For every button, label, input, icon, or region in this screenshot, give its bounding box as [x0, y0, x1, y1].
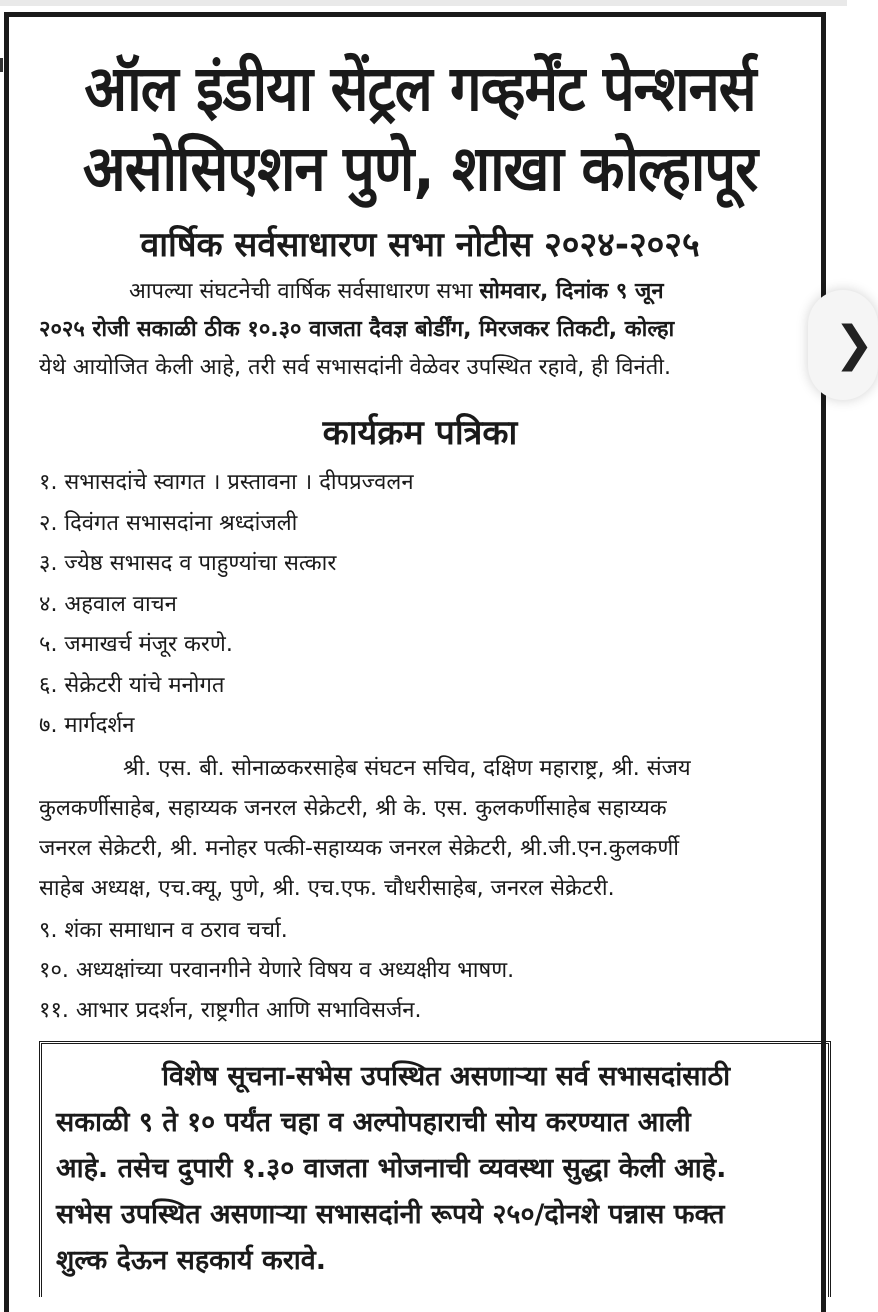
agenda-item: ११. आभार प्रदर्शन, राष्ट्रगीत आणि सभाविसर्जन. [39, 998, 422, 1023]
agenda-item: ३. ज्येष्ठ सभासद व पाहुण्यांचा सत्कार [39, 551, 337, 576]
special-note-line: शुल्क देऊन सहकार्य करावे. [56, 1245, 327, 1276]
intro-line-2 [39, 311, 829, 349]
guidance-line: जनरल सेक्रेटरी, श्री. मनोहर पत्की-सहाय्यक जनरल सेक्रेटरी, श्री.जी.एन.कुलकर्णी [39, 836, 680, 861]
title-line-2: असोसिएशन पुणे, शाखा कोल्हापूर [82, 133, 758, 206]
agenda-list-continued [39, 911, 829, 1031]
special-note-box [39, 1041, 831, 1297]
guidance-paragraph [39, 749, 829, 909]
special-note-line: सकाळी ९ ते १० पर्यंत चहा व अल्पोपहाराची सोय करण्यात आली [56, 1107, 691, 1138]
agenda-item: २. दिवंगत सभासदांना श्रध्दांजली [39, 510, 298, 536]
guidance-line: साहेब अध्यक्ष, एच.क्यू, पुणे, श्री. एच.एफ. चौधरीसाहेब, जनरल सेक्रेटरी. [39, 876, 615, 901]
agenda-item: १०. अध्यक्षांच्या परवानगीने येणारे विषय व अध्यक्षीय भाषण. [39, 958, 515, 983]
agenda-item: ९. शंका समाधान व ठराव चर्चा. [39, 918, 288, 943]
top-edge [0, 0, 847, 6]
guidance-line: कुलकर्णीसाहेब, सहाय्यक जनरल सेक्रेटरी, श्री के. एस. कुलकर्णीसाहेब सहाय्यक [39, 796, 667, 821]
glare-spot [718, 300, 770, 378]
intro-line-1 [39, 273, 829, 311]
agenda-item: ५. जमाखर्च मंजूर करणे. [39, 632, 233, 657]
special-note-line: विशेष सूचना-सभेस उपस्थित असणाऱ्या सर्व सभासदांसाठी [162, 1061, 731, 1092]
agenda-item: १. सभासदांचे स्वागत । प्रस्तावना । दीपप्रज्वलन [39, 470, 414, 495]
agenda-item: ७. मार्गदर्शन [39, 713, 135, 738]
next-page-button[interactable] [808, 290, 878, 400]
special-note-line: सभेस उपस्थित असणाऱ्या सभासदांनी रूपये २५०/दोनशे पन्नास फक्त [56, 1199, 725, 1230]
chevron-right-icon: ❯ [834, 316, 875, 372]
edge-mark [0, 58, 3, 72]
title-line-1: ऑल इंडीया सेंट्रल गव्हर्मेंट पेन्शनर्स [84, 53, 756, 126]
agenda-item: ६. सेक्रेटरी यांचे मनोगत [39, 672, 225, 698]
intro-line-1b: सोमवार, दिनांक ९ जून [479, 279, 664, 304]
intro-line-3: येथे आयोजित केली आहे, तरी सर्व सभासदांनी वेळेवर उपस्थित रहावे, ही विनंती. [39, 355, 671, 380]
intro-paragraph [39, 273, 829, 387]
notice-frame [4, 12, 826, 1312]
notice-subtitle: वार्षिक सर्वसाधारण सभा नोटीस २०२४-२०२५ [140, 225, 700, 265]
agenda-item: ४. अहवाल वाचन [39, 591, 177, 617]
agenda-list [39, 463, 829, 747]
agenda-title: कार्यक्रम पत्रिका [322, 413, 518, 453]
intro-line-2-text: २०२५ रोजी सकाळी ठीक १०.३० वाजता दैवज्ञ बोर्डींग, मिरजकर तिकटी, कोल्हा [39, 317, 675, 342]
guidance-line: श्री. एस. बी. सोनाळकरसाहेब संघटन सचिव, दक्षिण महाराष्ट्र, श्री. संजय [123, 756, 691, 781]
special-note-line: आहे. तसेच दुपारी १.३० वाजता भोजनाची व्यवस्था सुद्धा केली आहे. [56, 1153, 727, 1184]
intro-line-1a: आपल्या संघटनेची वार्षिक सर्वसाधारण सभा [129, 279, 480, 304]
